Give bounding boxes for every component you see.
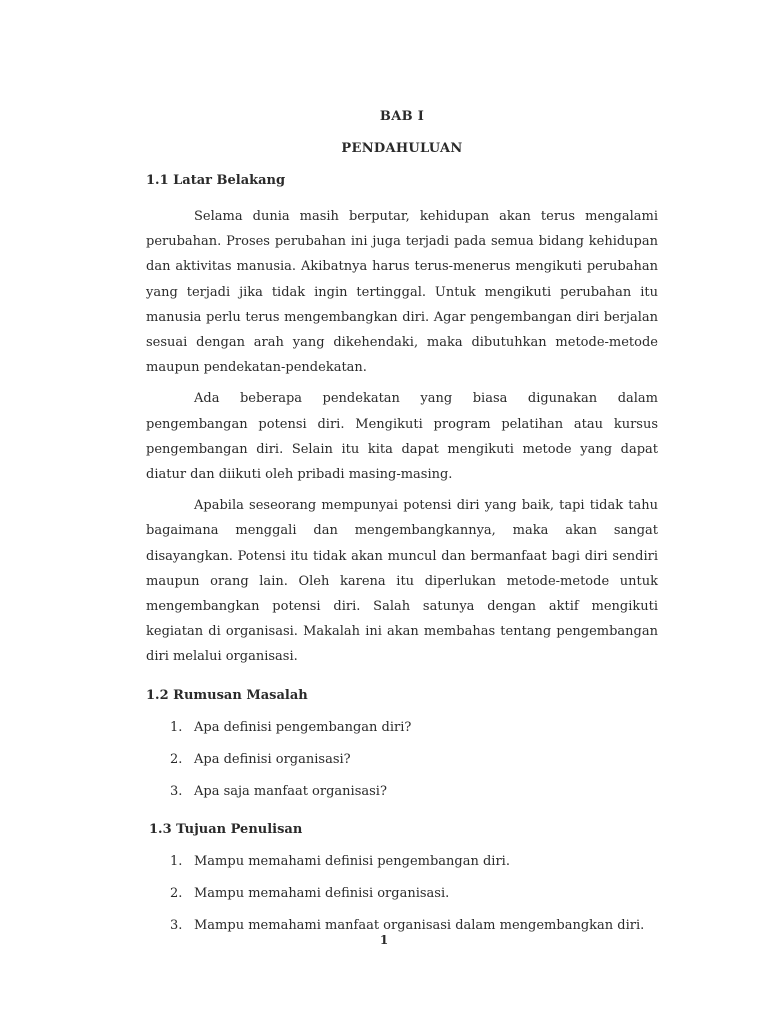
paragraph-2: Ada beberapa pendekatan yang biasa digunakan dalam pengembangan potensi diri. Mengikuti program pelatihan atau kursus pengembangan diri. Selain itu kita dapat mengikuti metode yang dapat diatur dan diikuti oleh pribadi masing-masing.	[146, 391, 658, 483]
page-number: 1	[379, 933, 389, 947]
rumusan-masalah-list	[146, 718, 658, 802]
list-item-number: 3.	[170, 783, 183, 799]
list-item	[146, 718, 658, 738]
list-item-number: 1.	[170, 719, 183, 735]
list-item	[146, 884, 658, 904]
tujuan-penulisan-list	[146, 852, 658, 936]
paragraph-3: Apabila seseorang mempunyai potensi diri yang baik, tapi tidak tahu bagaimana menggali dan mengembangkannya, maka akan sangat disayangkan. Potensi itu tidak akan muncul dan bermanfaat bagi diri sendiri maupun orang lain. Oleh karena itu diperlukan metode-metode untuk mengembangkan potensi diri. Salah satunya dengan aktif mengikuti kegiatan di organisasi. Makalah ini akan membahas tentang pengembangan diri melalui organisasi.	[146, 498, 658, 665]
section-heading-tujuan-penulisan: 1.3 Tujuan Penulisan	[149, 821, 303, 837]
list-item	[146, 750, 658, 770]
page-content	[146, 107, 658, 936]
list-item-text: Mampu memahami manfaat organisasi dalam mengembangkan diri.	[194, 917, 645, 933]
section-heading-latar-belakang: 1.1 Latar Belakang	[146, 173, 286, 188]
list-item	[146, 852, 658, 872]
list-item-number: 1.	[170, 853, 183, 869]
section-heading-rumusan-masalah: 1.2 Rumusan Masalah	[146, 687, 308, 703]
list-item-text: Apa definisi pengembangan diri?	[194, 719, 412, 735]
list-item-text: Mampu memahami definisi organisasi.	[194, 885, 450, 901]
chapter-number: BAB I	[379, 109, 425, 124]
paragraph-1: Selama dunia masih berputar, kehidupan akan terus mengalami perubahan. Proses perubahan ini juga terjadi pada semua bidang kehidupan dan aktivitas manusia. Akibatnya harus terus-menerus mengikuti perubahan yang terjadi jika tidak ingin tertinggal. Untuk mengikuti perubahan itu manusia perlu terus mengembangkan diri. Agar pengembangan diri berjalan sesuai dengan arah yang dikehendaki, maka dibutuhkan metode-metode maupun pendekatan-pendekatan.	[146, 209, 658, 376]
list-item-number: 3.	[170, 917, 183, 933]
list-item-text: Mampu memahami definisi pengembangan diri.	[194, 853, 510, 869]
list-item	[146, 782, 658, 802]
list-item-text: Apa saja manfaat organisasi?	[194, 783, 387, 799]
list-item-number: 2.	[170, 885, 183, 901]
list-item-text: Apa definisi organisasi?	[194, 751, 351, 767]
list-item-number: 2.	[170, 751, 183, 767]
chapter-title: PENDAHULUAN	[341, 141, 463, 156]
